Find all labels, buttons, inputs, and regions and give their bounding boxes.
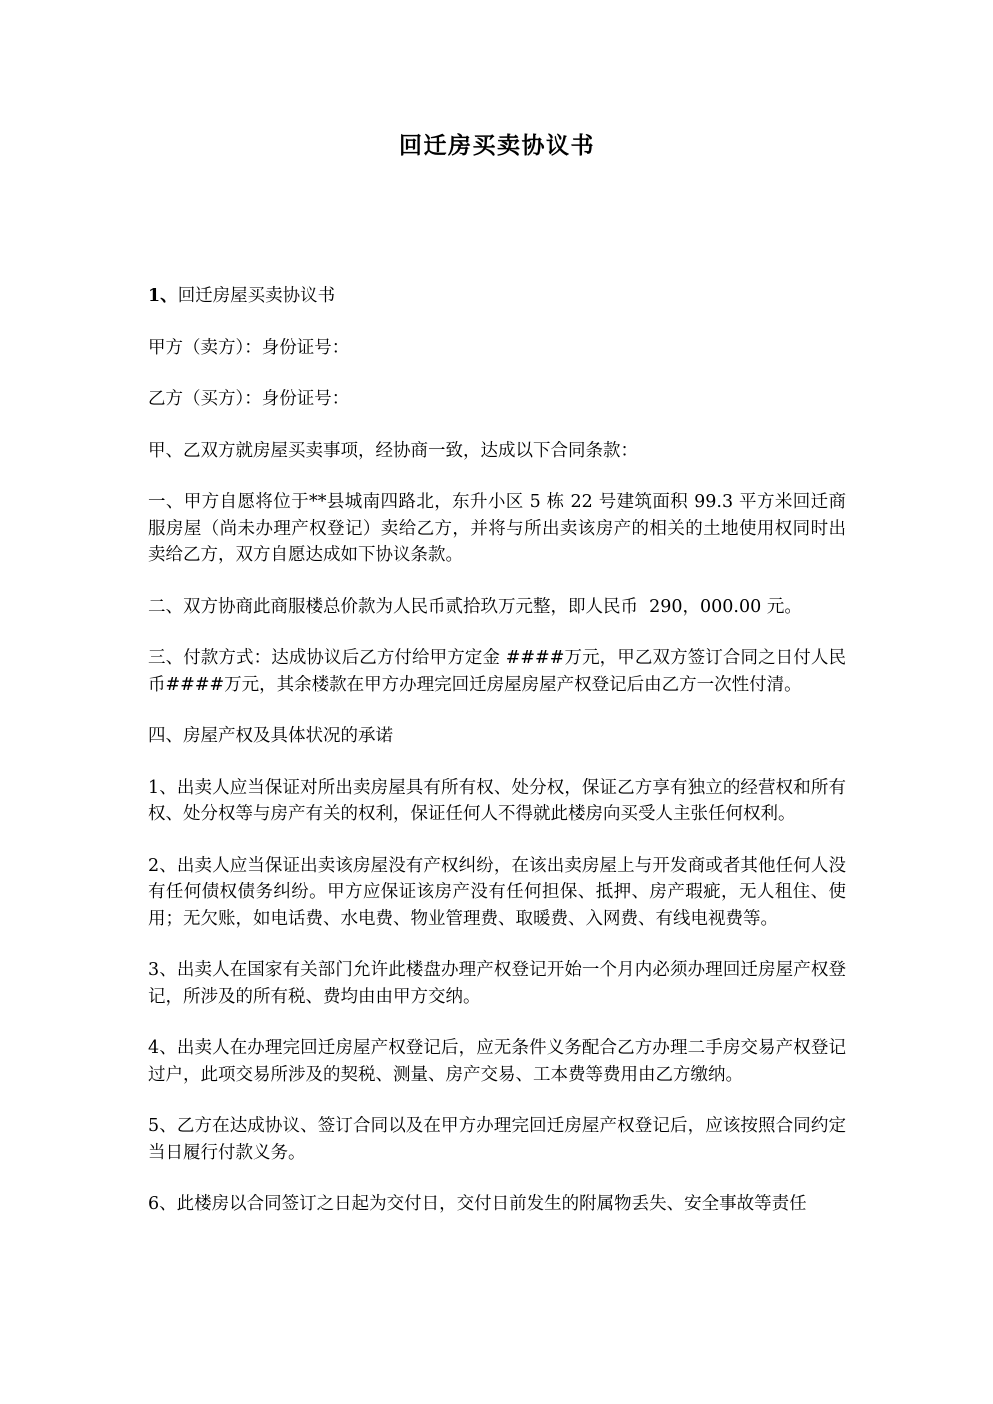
document-content: [148, 0, 846, 1243]
section-heading-text: 回迁房屋买卖协议书: [177, 286, 336, 306]
paragraph-clause-4: 四、房屋产权及具体状况的承诺: [148, 726, 393, 746]
paragraph-party-b: 乙方（买方）：身份证号：: [148, 389, 350, 409]
paragraph-clause-4-item-3: 3、出卖人在国家有关部门允许此楼盘办理产权登记开始一个月内必须办理回迁房屋产权登记，所涉及的所有税、费均由由甲方交纳。: [148, 960, 846, 1007]
paragraph-clause-4-item-6: 6、此楼房以合同签订之日起为交付日，交付日前发生的附属物丢失、安全事故等责任: [148, 1194, 807, 1214]
paragraph-clause-4-item-2: 2、出卖人应当保证出卖该房屋没有产权纠纷，在该出卖房屋上与开发商或者其他任何人没有任何债权债务纠纷。甲方应保证该房产没有任何担保、抵押、房产瑕疵，无人租住、使用；无欠账，如电话费、水电费、物业管理费、取暖费、入网费、有线电视费等。: [148, 855, 846, 929]
paragraph-clause-3: 三、付款方式：达成协议后乙方付给甲方定金 ####万元，甲乙双方签订合同之日付人民币####万元，其余楼款在甲方办理完回迁房屋房屋产权登记后由乙方一次性付清。: [148, 648, 846, 695]
section-heading-number: 1、: [148, 286, 178, 306]
paragraph-clause-4-item-4: 4、出卖人在办理完回迁房屋产权登记后，应无条件义务配合乙方办理二手房交易产权登记过户，此项交易所涉及的契税、测量、房产交易、工本费等费用由乙方缴纳。: [148, 1038, 846, 1085]
paragraph-clause-4-item-1: 1、出卖人应当保证对所出卖房屋具有所有权、处分权，保证乙方享有独立的经营权和所有权、处分权等与房产有关的权利，保证任何人不得就此楼房向买受人主张任何权利。: [148, 777, 846, 824]
paragraph-preamble: 甲、乙双方就房屋买卖事项，经协商一致，达成以下合同条款：: [148, 440, 638, 461]
paragraph-clause-4-item-5: 5、乙方在达成协议、签订合同以及在甲方办理完回迁房屋产权登记后，应该按照合同约定当日履行付款义务。: [148, 1116, 846, 1163]
paragraph-clause-2: 二、双方协商此商服楼总价款为人民币贰拾玖万元整，即人民币 290，000.00 元。: [148, 596, 802, 617]
paragraph-party-a: 甲方（卖方）：身份证号：: [148, 337, 350, 358]
document-title: 回迁房买卖协议书: [399, 132, 595, 159]
paragraph-clause-1: 一、甲方自愿将位于**县城南四路北，东升小区 5 栋 22 号建筑面积 99.3 平方米回迁商服房屋（尚未办理产权登记）卖给乙方，并将与所出卖该房产的相关的土地使用权同时出卖给乙方，双方自愿达成如下协议条款。: [148, 492, 846, 565]
section-heading: [148, 283, 846, 310]
